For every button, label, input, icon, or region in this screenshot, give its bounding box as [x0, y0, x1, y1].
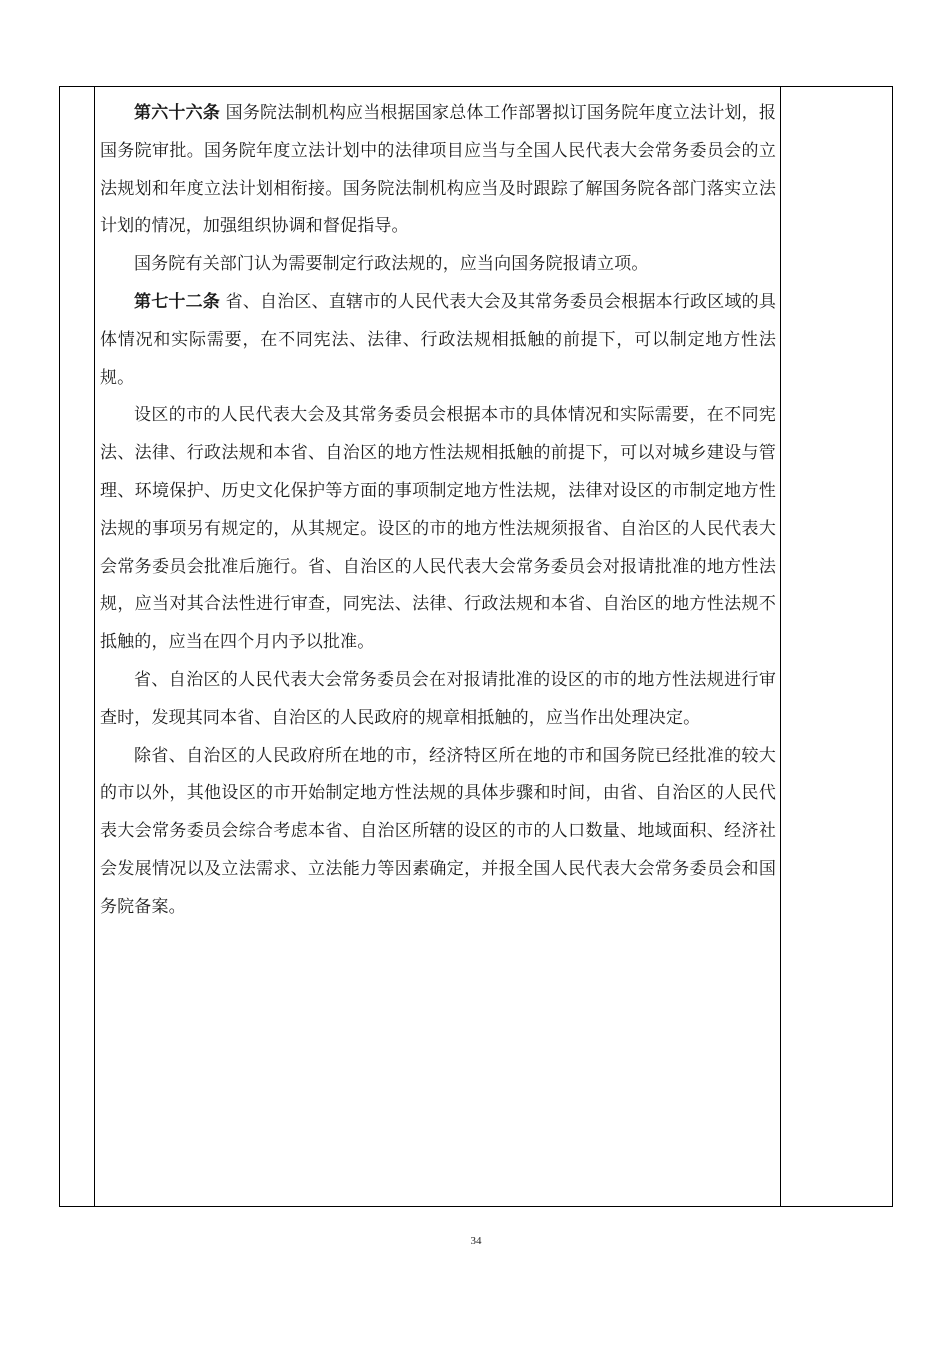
- law-text-cell: [100, 95, 776, 927]
- paragraph-text: 设区的市的人民代表大会及其常务委员会根据本市的具体情况和实际需要，在不同宪法、法律、行政法规和本省、自治区的地方性法规相抵触的前提下，可以对城乡建设与管理、环境保护、历史文化保护等方面的事项制定地方性法规，法律对设区的市制定地方性法规的事项另有规定的，从其规定。设区的市的地方性法规须报省、自治区的人民代表大会常务委员会批准后施行。省、自治区的人民代表大会常务委员会对报请批准的地方性法规，应当对其合法性进行审查，同宪法、法律、行政法规和本省、自治区的地方性法规不抵触的，应当在四个月内予以批准。: [100, 405, 776, 653]
- paragraph-text: 国务院有关部门认为需要制定行政法规的，应当向国务院报请立项。: [134, 254, 649, 275]
- paragraph-article-66: [100, 95, 776, 246]
- paragraph-text: 省、自治区的人民代表大会常务委员会在对报请批准的设区的市的地方性法规进行审查时，发现其同本省、自治区的人民政府的规章相抵触的，应当作出处理决定。: [100, 669, 776, 728]
- table-right-column-divider: [780, 87, 781, 1206]
- article-number: 第六十六条: [134, 103, 221, 123]
- table-left-column-divider: [94, 87, 95, 1206]
- article-number: 第七十二条: [134, 291, 221, 312]
- paragraph-article-72: [100, 284, 776, 397]
- paragraph-text: 国务院法制机构应当根据国家总体工作部署拟订国务院年度立法计划，报国务院审批。国务院年度立法计划中的法律项目应当与全国人民代表大会常务委员会的立法规划和年度立法计划相衔接。国务院法制机构应当及时跟踪了解国务院各部门落实立法计划的情况，加强组织协调和督促指导。: [100, 103, 777, 237]
- paragraph-text: 除省、自治区的人民政府所在地的市，经济特区所在地的市和国务院已经批准的较大的市以外，其他设区的市开始制定地方性法规的具体步骤和时间，由省、自治区的人民代表大会常务委员会综合考虑本省、自治区所辖的设区的市的人口数量、地域面积、经济社会发展情况以及立法需求、立法能力等因素确定，并报全国人民代表大会常务委员会和国务院备案。: [100, 745, 776, 917]
- paragraph-article-72-clause-2: [100, 397, 776, 662]
- paragraph-article-72-clause-3: [100, 662, 776, 738]
- page-number: 34: [470, 1235, 482, 1247]
- paragraph-article-72-clause-4: [100, 738, 776, 927]
- paragraph-article-66-clause-2: [100, 246, 776, 284]
- paragraph-text: 省、自治区、直辖市的人民代表大会及其常务委员会根据本行政区域的具体情况和实际需要，在不同宪法、法律、行政法规相抵触的前提下，可以制定地方性法规。: [100, 291, 777, 388]
- document-table: [59, 86, 893, 1207]
